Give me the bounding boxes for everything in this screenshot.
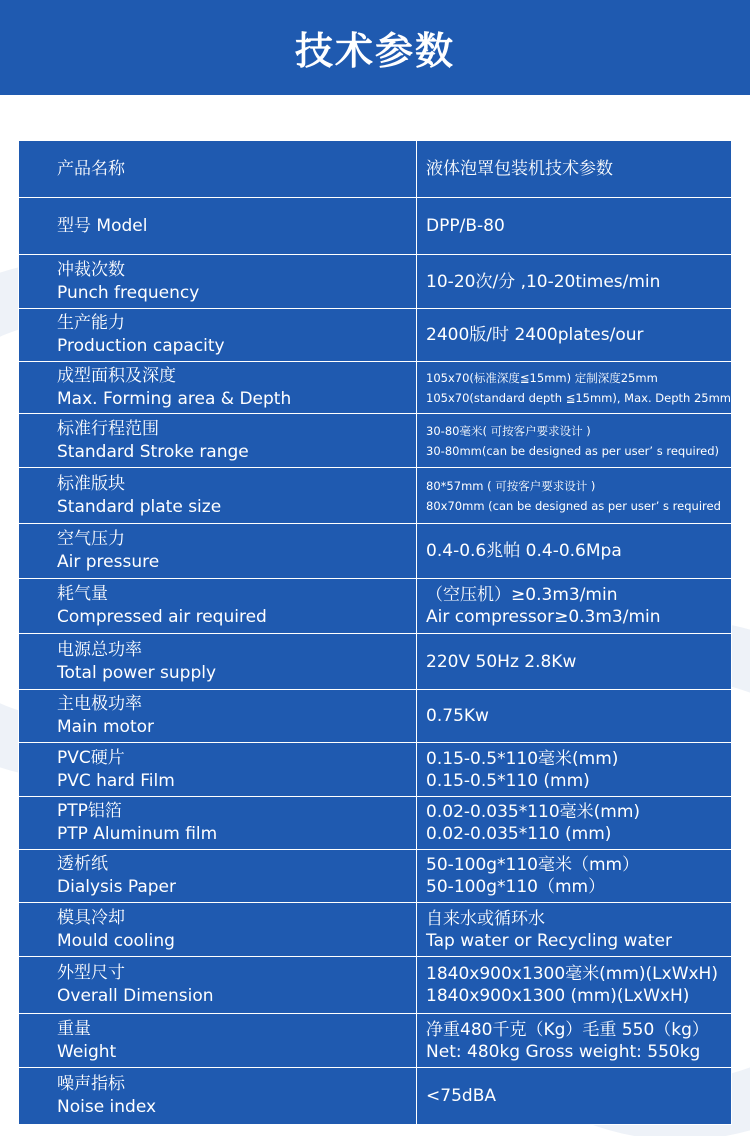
spec-label [19,414,417,468]
spec-label [19,690,417,743]
table-row [19,850,732,903]
spec-label-line: 标准版块 [57,473,125,494]
spec-label-line: 生产能力 [57,313,125,333]
spec-label [19,850,417,903]
spec-label [19,634,417,690]
spec-value-line: 1840x900x1300 (mm)(LxWxH) [426,986,690,1006]
spec-value-line: Tap water or Recycling water [426,930,672,951]
spec-label [19,797,417,850]
spec-label [19,141,417,198]
spec-label-line: 耗气量 [57,584,108,604]
spec-label [19,1068,417,1125]
header-banner [0,0,750,95]
spec-label-line: 型号 Model [57,215,148,236]
spec-value-line: 0.15-0.5*110毫米(mm) [426,748,619,769]
spec-label-line: Standard Stroke range [57,441,249,462]
spec-label [19,468,417,524]
spec-value-line: （空压机）≥0.3m3/min [426,585,618,605]
spec-label-line: 成型面积及深度 [57,365,176,386]
spec-label-line: Air pressure [57,552,160,572]
spec-label-line: PVC硬片 [57,747,125,768]
spec-label-line: PTP铝箔 [57,801,122,821]
spec-value-line: 105x70(标准深度≦15mm) 定制深度25mm [426,370,658,385]
spec-value [417,255,732,309]
spec-value-line: 10-20次/分 ,10-20times/min [426,271,661,292]
spec-label-line: Standard plate size [57,496,222,517]
table-row [19,743,732,797]
spec-value-line: 0.75Kw [426,706,489,726]
spec-label-line: 标准行程范围 [57,418,159,439]
spec-value [417,1014,732,1068]
spec-value [417,524,732,579]
spec-label-line: 外型尺寸 [57,963,125,983]
spec-value [417,690,732,743]
table-row [19,309,732,362]
spec-label [19,579,417,634]
spec-value [417,797,732,850]
table-row [19,1014,732,1068]
spec-value-line: 50-100g*110（mm） [426,877,606,897]
spec-label-line: 噪声指标 [57,1074,125,1094]
spec-value-line: 80x70mm (can be designed as per user’ s required [426,498,721,513]
spec-value-line: Air compressor≥0.3m3/min [426,607,661,627]
spec-value-line: 0.02-0.035*110毫米(mm) [426,802,641,822]
table-row [19,634,732,690]
spec-value-line: 净重480千克（Kg）毛重 550（kg） [426,1019,709,1040]
spec-label-line: Punch frequency [57,282,200,303]
spec-label [19,198,417,255]
table-row [19,362,732,414]
spec-label-line: 产品名称 [57,158,125,179]
spec-label-line: Compressed air required [57,607,267,627]
spec-value [417,414,732,468]
spec-value [417,362,732,414]
table-row [19,198,732,255]
spec-value [417,957,732,1014]
spec-value [417,198,732,255]
spec-label-line: PVC hard Film [57,770,175,791]
spec-label-line: Weight [57,1041,117,1062]
spec-value [417,743,732,797]
spec-value [417,579,732,634]
spec-value-line: 0.02-0.035*110 (mm) [426,824,612,844]
spec-value-line: 液体泡罩包装机技术参数 [426,159,614,179]
spec-label [19,309,417,362]
spec-label-line: Overall Dimension [57,986,214,1006]
spec-value-line: 0.15-0.5*110 (mm) [426,770,590,791]
spec-table [18,140,732,1125]
spec-label-line: 主电极功率 [57,694,142,714]
table-row [19,414,732,468]
spec-value [417,1068,732,1125]
table-row [19,524,732,579]
spec-value [417,309,732,362]
spec-label [19,903,417,957]
spec-value-line: Net: 480kg Gross weight: 550kg [426,1041,701,1062]
spec-value [417,141,732,198]
spec-label [19,957,417,1014]
spec-value-line: 2400版/时 2400plates/our [426,325,644,345]
spec-label [19,362,417,414]
spec-label-line: 透析纸 [57,854,108,874]
spec-label [19,1014,417,1068]
spec-value-line: 30-80毫米( 可按客户要求设计 ) [426,423,591,438]
spec-value [417,903,732,957]
page-title: 技术参数 [294,29,455,73]
table-row [19,141,732,198]
table-row [19,1068,732,1125]
spec-label-line: 空气压力 [57,529,125,549]
spec-value [417,850,732,903]
spec-value-line: 1840x900x1300毫米(mm)(LxWxH) [426,964,718,984]
spec-value-line: 80*57mm ( 可按客户要求设计 ) [426,478,596,493]
spec-label-line: Dialysis Paper [57,877,176,897]
spec-value-line: <75dBA [426,1086,497,1106]
table-row [19,903,732,957]
spec-label-line: Max. Forming area & Depth [57,388,292,409]
spec-value-line: 220V 50Hz 2.8Kw [426,651,577,672]
spec-label-line: Total power supply [57,662,217,683]
spec-label [19,255,417,309]
spec-value-line: 105x70(standard depth ≦15mm), Max. Depth 25mm [426,390,731,405]
spec-label-line: 电源总功率 [57,639,142,660]
spec-label [19,524,417,579]
table-row [19,690,732,743]
spec-value [417,468,732,524]
table-row [19,957,732,1014]
spec-label-line: 重量 [57,1018,91,1039]
spec-label-line: 冲裁次数 [57,259,125,280]
spec-label-line: Production capacity [57,336,225,356]
table-row [19,255,732,309]
spec-label [19,743,417,797]
spec-value-line: DPP/B-80 [426,216,505,236]
table-row [19,579,732,634]
spec-label-line: Mould cooling [57,930,175,951]
spec-value-line: 0.4-0.6兆帕 0.4-0.6Mpa [426,541,622,561]
spec-label-line: PTP Aluminum film [57,824,218,844]
spec-label-line: 模具冷却 [57,907,125,928]
spec-value-line: 自来水或循环水 [426,908,546,929]
spec-label-line: Main motor [57,717,155,737]
spec-value-line: 30-80mm(can be designed as per user’ s required) [426,443,720,458]
table-row [19,797,732,850]
spec-label-line: Noise index [57,1097,157,1117]
spec-value-line: 50-100g*110毫米（mm） [426,855,640,875]
spec-value [417,634,732,690]
table-row [19,468,732,524]
